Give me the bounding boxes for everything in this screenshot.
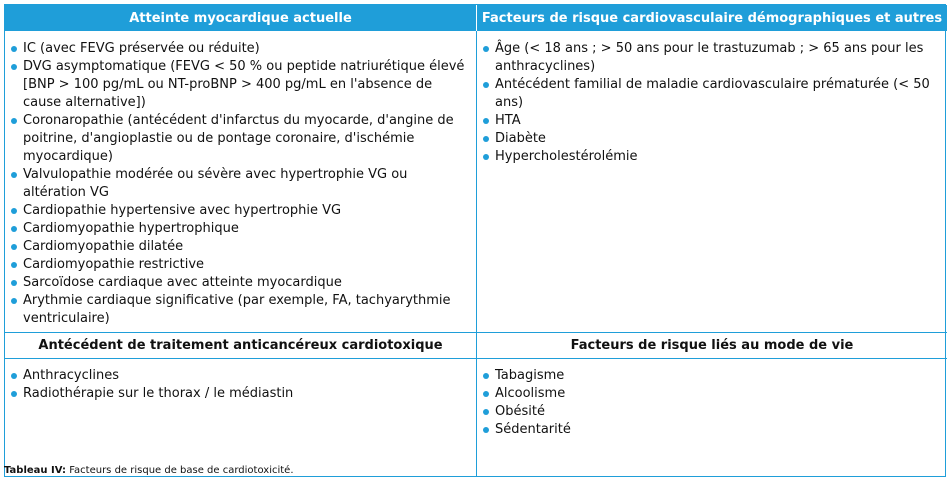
bullet-icon: [483, 373, 489, 379]
list-item: [11, 385, 470, 403]
list-item-text: Antécédent familial de maladie cardiovasculaire prématurée (< 50 ans): [495, 77, 930, 110]
table-caption: [4, 465, 294, 476]
list-item: [11, 40, 470, 58]
list-item: [11, 256, 470, 274]
bullet-icon: [11, 373, 17, 379]
list-item-text: HTA: [495, 113, 521, 128]
bullet-icon: [11, 46, 17, 52]
cell-prior-cardiotoxic-treatment: [5, 359, 477, 476]
list-item-text: Valvulopathie modérée ou sévère avec hypertrophie VG ou altération VG: [23, 167, 408, 200]
list-item-text: Radiothérapie sur le thorax / le médiastin: [23, 386, 294, 401]
list-item-text: Hypercholestérolémie: [495, 149, 638, 164]
list-item: [483, 112, 941, 130]
list-item: [11, 166, 470, 202]
list-item-text: Obésité: [495, 404, 545, 419]
bullet-icon: [483, 409, 489, 415]
cell-demographic-risk-factors: [477, 31, 947, 333]
list-item-text: Cardiopathie hypertensive avec hypertrophie VG: [23, 203, 342, 218]
bullet-icon: [11, 226, 17, 232]
list-item: [11, 274, 470, 292]
list-item: [483, 421, 941, 439]
caption-label: Tableau IV:: [4, 465, 67, 476]
caption-text: Facteurs de risque de base de cardiotoxicité.: [66, 465, 294, 476]
bullet-icon: [11, 118, 17, 124]
bullet-icon: [11, 262, 17, 268]
list-item: [11, 292, 470, 328]
bullet-icon: [483, 154, 489, 160]
cell-current-myocardial-damage: [5, 31, 477, 333]
list-item: [11, 367, 470, 385]
list-item: [483, 130, 941, 148]
list-item: [11, 238, 470, 256]
bullet-icon: [483, 118, 489, 124]
list-item: [483, 403, 941, 421]
bullet-icon: [483, 82, 489, 88]
list-item: [483, 148, 941, 166]
bullet-icon: [483, 136, 489, 142]
list-current-myocardial-damage: [5, 31, 476, 328]
list-item: [483, 76, 941, 112]
list-lifestyle-risk-factors: [477, 359, 947, 439]
list-demographic-risk-factors: [477, 31, 947, 166]
bullet-icon: [11, 208, 17, 214]
bullet-icon: [11, 391, 17, 397]
header-current-myocardial-damage: Atteinte myocardique actuelle: [5, 5, 477, 31]
list-item-text: Sarcoïdose cardiaque avec atteinte myocardique: [23, 275, 342, 290]
list-item-text: Cardiomyopathie dilatée: [23, 239, 184, 254]
list-prior-cardiotoxic-treatment: [5, 359, 476, 403]
list-item-text: Cardiomyopathie hypertrophique: [23, 221, 239, 236]
bullet-icon: [483, 391, 489, 397]
bullet-icon: [11, 64, 17, 70]
list-item-text: Coronaropathie (antécédent d'infarctus du myocarde, d'angine de poitrine, d'angioplastie ou de pontage coronaire, d'ischémie myocardique): [23, 113, 454, 164]
list-item-text: Anthracyclines: [23, 368, 120, 383]
bullet-icon: [11, 298, 17, 304]
list-item: [483, 367, 941, 385]
bullet-icon: [11, 244, 17, 250]
bullet-icon: [483, 427, 489, 433]
list-item: [483, 40, 941, 76]
list-item-text: Arythmie cardiaque significative (par exemple, FA, tachyarythmie ventriculaire): [23, 293, 451, 326]
header-prior-cardiotoxic-treatment: Antécédent de traitement anticancéreux cardiotoxique: [5, 333, 477, 359]
header-lifestyle-risk-factors: Facteurs de risque liés au mode de vie: [477, 333, 947, 359]
list-item-text: Âge (< 18 ans ; > 50 ans pour le trastuzumab ; > 65 ans pour les anthracyclines): [495, 41, 924, 74]
list-item-text: IC (avec FEVG préservée ou réduite): [23, 41, 260, 56]
cell-lifestyle-risk-factors: [477, 359, 947, 476]
list-item: [11, 58, 470, 112]
list-item-text: Cardiomyopathie restrictive: [23, 257, 205, 272]
list-item: [11, 220, 470, 238]
list-item-text: Tabagisme: [495, 368, 565, 383]
risk-factors-table: [4, 4, 946, 477]
list-item-text: Alcoolisme: [495, 386, 566, 401]
list-item: [11, 112, 470, 166]
header-demographic-risk-factors: Facteurs de risque cardiovasculaire démographiques et autres: [477, 5, 947, 31]
bullet-icon: [483, 46, 489, 52]
list-item: [11, 202, 470, 220]
list-item-text: Sédentarité: [495, 422, 571, 437]
list-item-text: Diabète: [495, 131, 546, 146]
bullet-icon: [11, 280, 17, 286]
bullet-icon: [11, 172, 17, 178]
list-item: [483, 385, 941, 403]
list-item-text: DVG asymptomatique (FEVG < 50 % ou peptide natriurétique élevé [BNP > 100 pg/mL ou NT-proBNP > 400 pg/mL en l'absence de cause alternative]): [23, 59, 465, 110]
